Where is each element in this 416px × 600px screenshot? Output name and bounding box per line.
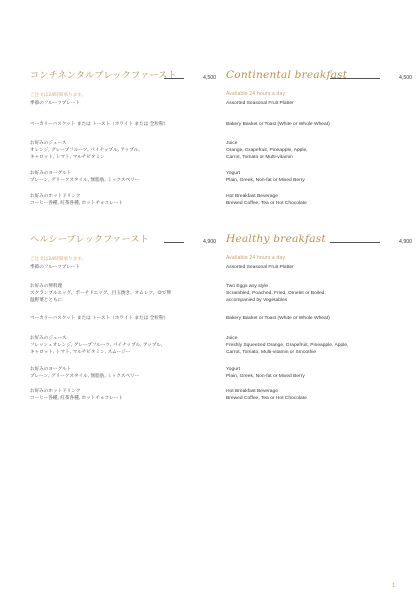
leader-rule xyxy=(164,242,184,243)
availability-note: Available 24 hours a day xyxy=(226,92,286,97)
menu-item-name: お好みのホットドリンク xyxy=(30,389,81,394)
menu-item xyxy=(30,170,139,184)
availability-note: ご注文は24時間承ります。 xyxy=(30,257,87,262)
menu-item-detail: フレッシュオレンジ, グレープフルーツ, パイナップル, アップル, xyxy=(30,343,163,349)
section-title: Continental breakfast xyxy=(226,69,348,81)
menu-item-detail: Plain, Greek, Non-fat or Mixed Berry xyxy=(226,178,305,184)
menu-item xyxy=(226,121,330,128)
menu-item-detail: スクランブルエッグ、ポーチドエッグ、目玉焼き、オムレツ、ゆで卵 xyxy=(30,291,171,297)
menu-item-detail: Carrot, Tomato, Multi-vitamin or Smoothie xyxy=(226,350,317,356)
menu-item-name: お好みのヨーグルト xyxy=(30,367,72,372)
menu-item-detail: accompanied by Vegetables xyxy=(226,298,288,304)
menu-item-name: 季節のフルーツプレート xyxy=(30,265,80,270)
menu-item-detail: プレーン, グリークスタイル, 無脂肪, ミックスベリー xyxy=(30,178,140,184)
menu-item-detail: Brewed Coffee, Tea or Hot Chocolate xyxy=(226,201,307,207)
japanese-menu-column xyxy=(30,68,216,402)
menu-item xyxy=(30,388,123,402)
menu-item-detail: プレーン, グリークスタイル, 無脂肪, ミックスベリー xyxy=(30,374,140,380)
section-title: コンチネンタルブレックファースト xyxy=(30,70,177,81)
menu-item xyxy=(226,140,308,161)
menu-item-detail: 温野菜とともに xyxy=(30,298,63,304)
menu-item-name: 季節のフルーツプレート xyxy=(30,101,80,106)
menu-item xyxy=(226,193,307,207)
section-price: 4,500 xyxy=(203,75,216,81)
menu-item xyxy=(226,335,348,356)
menu-item-name: Hot Breakfast Beverage xyxy=(226,389,278,394)
menu-item-name: Assorted Seasonal Fruit Platter xyxy=(226,101,294,106)
menu-item-detail: Plain, Greek, Non-fat or Mixed Berry xyxy=(226,374,305,380)
menu-item-name: お好みのジュース xyxy=(30,141,67,146)
menu-item-name: Juice xyxy=(226,141,238,146)
menu-item xyxy=(226,366,305,380)
availability-note: Available 24 hours a day xyxy=(226,256,286,261)
menu-item xyxy=(226,283,326,304)
en-continental-section xyxy=(226,68,412,232)
english-menu-column xyxy=(226,68,412,402)
menu-item-detail: キャロット, トマト, マルチビタミン, スムージー xyxy=(30,350,131,356)
menu-item xyxy=(30,366,139,380)
leader-rule xyxy=(164,78,184,79)
menu-item-name: お好みのホットドリンク xyxy=(30,194,81,199)
section-price: 4,900 xyxy=(203,239,216,245)
menu-item xyxy=(30,193,123,207)
menu-item xyxy=(30,121,168,128)
menu-item-detail: コーヒー各種, 紅茶各種, ホットチョコレート xyxy=(30,396,123,402)
section-header xyxy=(30,232,216,246)
menu-item-detail: Orange, Grapefruit, Pineapple, Apple, xyxy=(226,148,308,154)
menu-item xyxy=(30,140,140,161)
menu-item-name: Bakery Basket or Toast (White or Whole Wheat) xyxy=(226,122,330,127)
menu-item-name: Hot Breakfast Beverage xyxy=(226,194,278,199)
menu-item-detail: オレンジ, グレープフルーツ, パイナップル, アップル, xyxy=(30,148,140,154)
menu-item-name: お好みの卵料理 xyxy=(30,284,63,289)
menu-item xyxy=(30,264,80,271)
section-header xyxy=(226,232,412,246)
menu-item-name: お好みのヨーグルト xyxy=(30,171,72,176)
jp-healthy-section xyxy=(30,232,216,402)
page-number: 1 xyxy=(392,583,396,589)
jp-continental-section xyxy=(30,68,216,232)
menu-item-name: ベーカリーバスケット または トースト（ホワイト または 全粒粉） xyxy=(30,316,169,321)
menu-item xyxy=(30,335,162,356)
menu-item xyxy=(30,100,80,107)
menu-item xyxy=(226,315,330,322)
menu-item-name: Yogurt xyxy=(226,367,240,372)
en-healthy-section xyxy=(226,232,412,402)
section-header xyxy=(30,68,216,82)
menu-item xyxy=(226,264,294,271)
section-title: Healthy breakfast xyxy=(226,233,326,245)
menu-item-name: Two Eggs any style xyxy=(226,284,269,289)
section-title: ヘルシーブレックファースト xyxy=(30,234,149,245)
menu-item xyxy=(226,170,305,184)
menu-item-name: ベーカリーバスケット または トースト（ホワイト または 全粒粉） xyxy=(30,122,169,127)
menu-item-detail: Freshly Squeezed Orange, Grapefruit, Pineapple, Apple, xyxy=(226,343,349,349)
menu-item-name: Yogurt xyxy=(226,171,240,176)
menu-item-detail: Carrot, Tomato or Multi-vitamin xyxy=(226,155,293,161)
menu-item xyxy=(226,388,307,402)
menu-item-name: お好みのジュース xyxy=(30,336,67,341)
section-price: 4,500 xyxy=(399,75,412,81)
availability-note: ご注文は24時間承ります。 xyxy=(30,93,87,98)
menu-item-detail: Brewed Coffee, Tea or Hot Chocolate xyxy=(226,396,307,402)
section-header xyxy=(226,68,412,82)
menu-item-detail: コーヒー各種, 紅茶各種, ホットチョコレート xyxy=(30,201,123,207)
leader-rule xyxy=(330,78,380,79)
menu-item-detail: キャロット, トマト, マルチビタミン xyxy=(30,155,105,161)
menu-item xyxy=(30,315,168,322)
menu-item-name: Bakery Basket or Toast (White or Whole Wheat) xyxy=(226,316,330,321)
menu-item xyxy=(30,283,171,304)
menu-item-name: Assorted Seasonal Fruit Platter xyxy=(226,265,294,270)
leader-rule xyxy=(330,242,380,243)
menu-item-name: Juice xyxy=(226,336,238,341)
section-price: 4,900 xyxy=(399,239,412,245)
menu-item xyxy=(226,100,294,107)
menu-item-detail: Scrambled, Poached, Fried, Omelet or Boiled, xyxy=(226,291,326,297)
